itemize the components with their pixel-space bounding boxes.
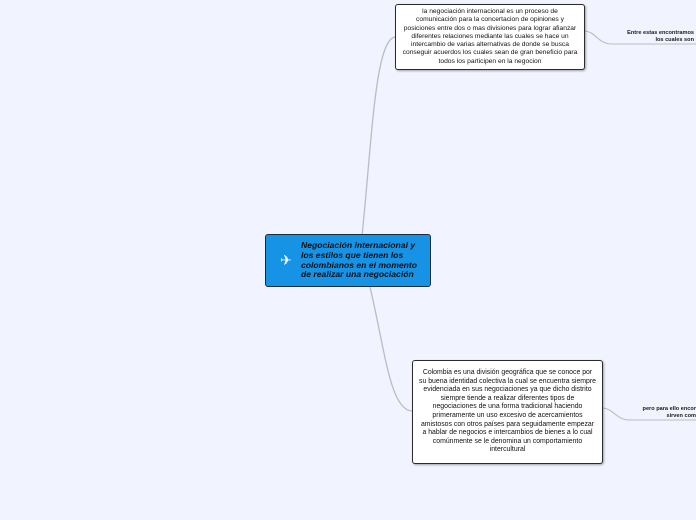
central-topic-text: Negociación internacional y los estilos que tienen los colombianos en el momento de realizar una negociación xyxy=(301,240,418,280)
subtopic-node-definition[interactable] xyxy=(395,4,585,70)
airplane-icon: ✈ xyxy=(280,252,292,269)
central-topic-node[interactable] xyxy=(265,234,431,287)
child-label-bottom[interactable] xyxy=(643,406,696,420)
subtopic-node-colombia[interactable] xyxy=(412,360,603,464)
child-label-top[interactable] xyxy=(627,30,694,44)
subtopic-text-colombia: Colombia es una división geográfica que se conoce por su buena identidad colectiva la cual se encuentra siempre evidenciada en sus negociaciones ya que dicho distrito siempre tiende a realizar diferentes tipos de negociaciones de una forma tradicional haciendo primeramente un uso excesivo de acercamientos amistosos con otros países para seguidamente empezar a hablar de negocios e intercambios de bienes a lo cual comúnmente se le denomina un comportamiento intercultural xyxy=(419,369,596,454)
child-label-bottom-line1: pero para ello encor xyxy=(642,406,696,412)
connector-central-to-bottom xyxy=(370,287,412,411)
child-label-bottom-line2: sirven com xyxy=(666,412,696,419)
subtopic-text-definition: la negociación internacional es un proceso de comunicación para la concertacion de opiniones y posiciones entre dos o mas divisiones para lograr afianzar diferentes relaciones mediante las cuales se hace un intercambio de varias alternativas de donde se busca conseguir acuerdos los cuales sean de gran beneficio para todos los participen en la negocion xyxy=(402,8,578,65)
connector-central-to-top xyxy=(362,37,395,236)
child-label-top-line1: Entre estas encontramos xyxy=(627,30,694,36)
child-label-top-line2: los cuales son xyxy=(655,36,694,43)
